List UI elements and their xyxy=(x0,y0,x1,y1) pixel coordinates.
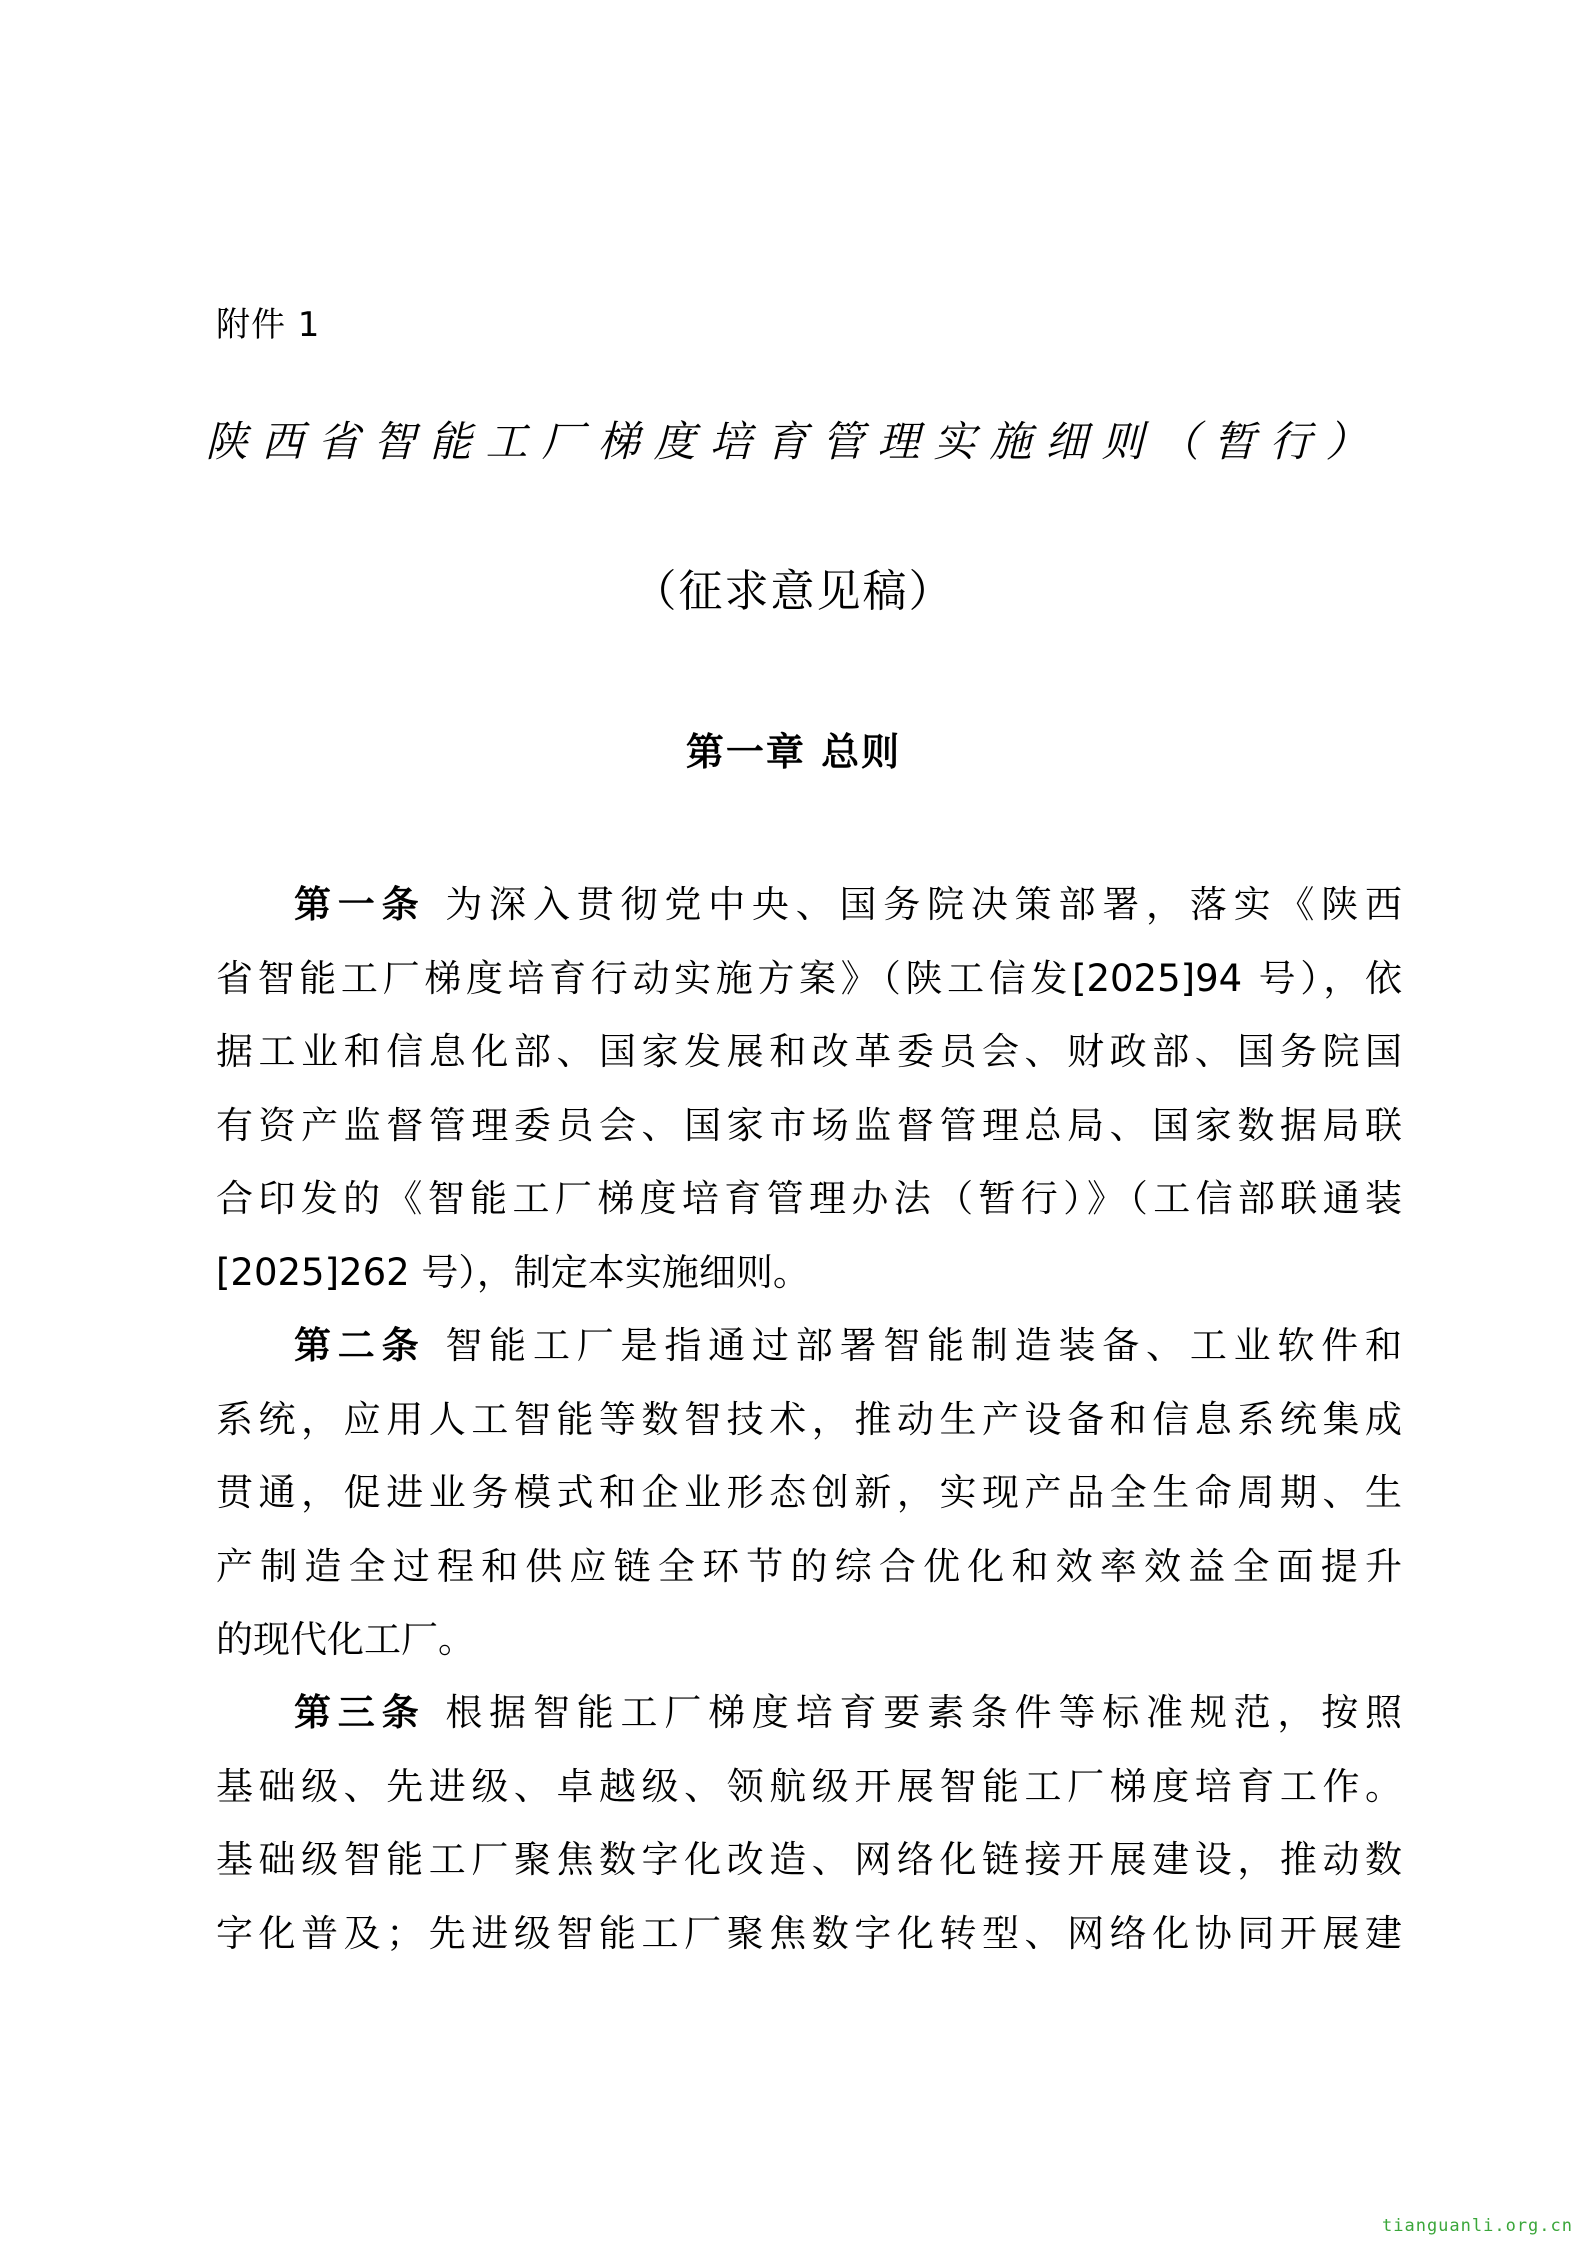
article-line: 有资产监督管理委员会、国家市场监督管理总局、国家数据局联 xyxy=(216,1103,1402,1147)
article-line: 的现代化工厂。 xyxy=(216,1618,475,1661)
chapter-heading: 第一章 总则 xyxy=(685,730,902,774)
article-line: 贯通，促进业务模式和企业形态创新，实现产品全生命周期、生 xyxy=(216,1471,1402,1514)
article-text: 智能工厂是指通过部署智能制造装备、工业软件和 xyxy=(445,1324,1402,1367)
article-1 xyxy=(216,868,1402,1309)
article-number: 第一条 xyxy=(294,883,426,926)
article-line: 字化普及；先进级智能工厂聚焦数字化转型、网络化协同开展建 xyxy=(216,1911,1402,1955)
article-line xyxy=(216,1309,1402,1383)
document-subtitle: （征求意见稿） xyxy=(632,566,955,617)
article-line: 合印发的《智能工厂梯度培育管理办法（暂行）》（工信部联通装 xyxy=(216,1177,1402,1220)
article-line: [2025]262 号），制定本实施细则。 xyxy=(216,1250,810,1294)
article-line: 系统，应用人工智能等数智技术，推动生产设备和信息系统集成 xyxy=(216,1397,1402,1441)
article-line: 基础级、先进级、卓越级、领航级开展智能工厂梯度培育工作。 xyxy=(216,1764,1402,1808)
document-title: 陕西省智能工厂梯度培育管理实施细则（暂行） xyxy=(205,417,1382,466)
article-number: 第三条 xyxy=(294,1691,426,1734)
watermark-text: tianguanli.org.cn xyxy=(1382,2216,1573,2236)
article-2 xyxy=(216,1309,1402,1677)
article-line: 基础级智能工厂聚焦数字化改造、网络化链接开展建设，推动数 xyxy=(216,1838,1402,1881)
article-3 xyxy=(216,1676,1402,1970)
article-line: 产制造全过程和供应链全环节的综合优化和效率效益全面提升 xyxy=(216,1544,1402,1588)
article-line: 省智能工厂梯度培育行动实施方案》（陕工信发[2025]94 号），依 xyxy=(216,956,1402,1000)
article-number: 第二条 xyxy=(294,1324,426,1367)
article-text: 为深入贯彻党中央、国务院决策部署，落实《陕西 xyxy=(445,883,1402,926)
article-line xyxy=(216,1676,1402,1750)
article-line xyxy=(216,868,1402,942)
attachment-label: 附件 1 xyxy=(216,305,321,345)
article-text: 根据智能工厂梯度培育要素条件等标准规范，按照 xyxy=(445,1691,1402,1734)
article-line: 据工业和信息化部、国家发展和改革委员会、财政部、国务院国 xyxy=(216,1030,1402,1073)
